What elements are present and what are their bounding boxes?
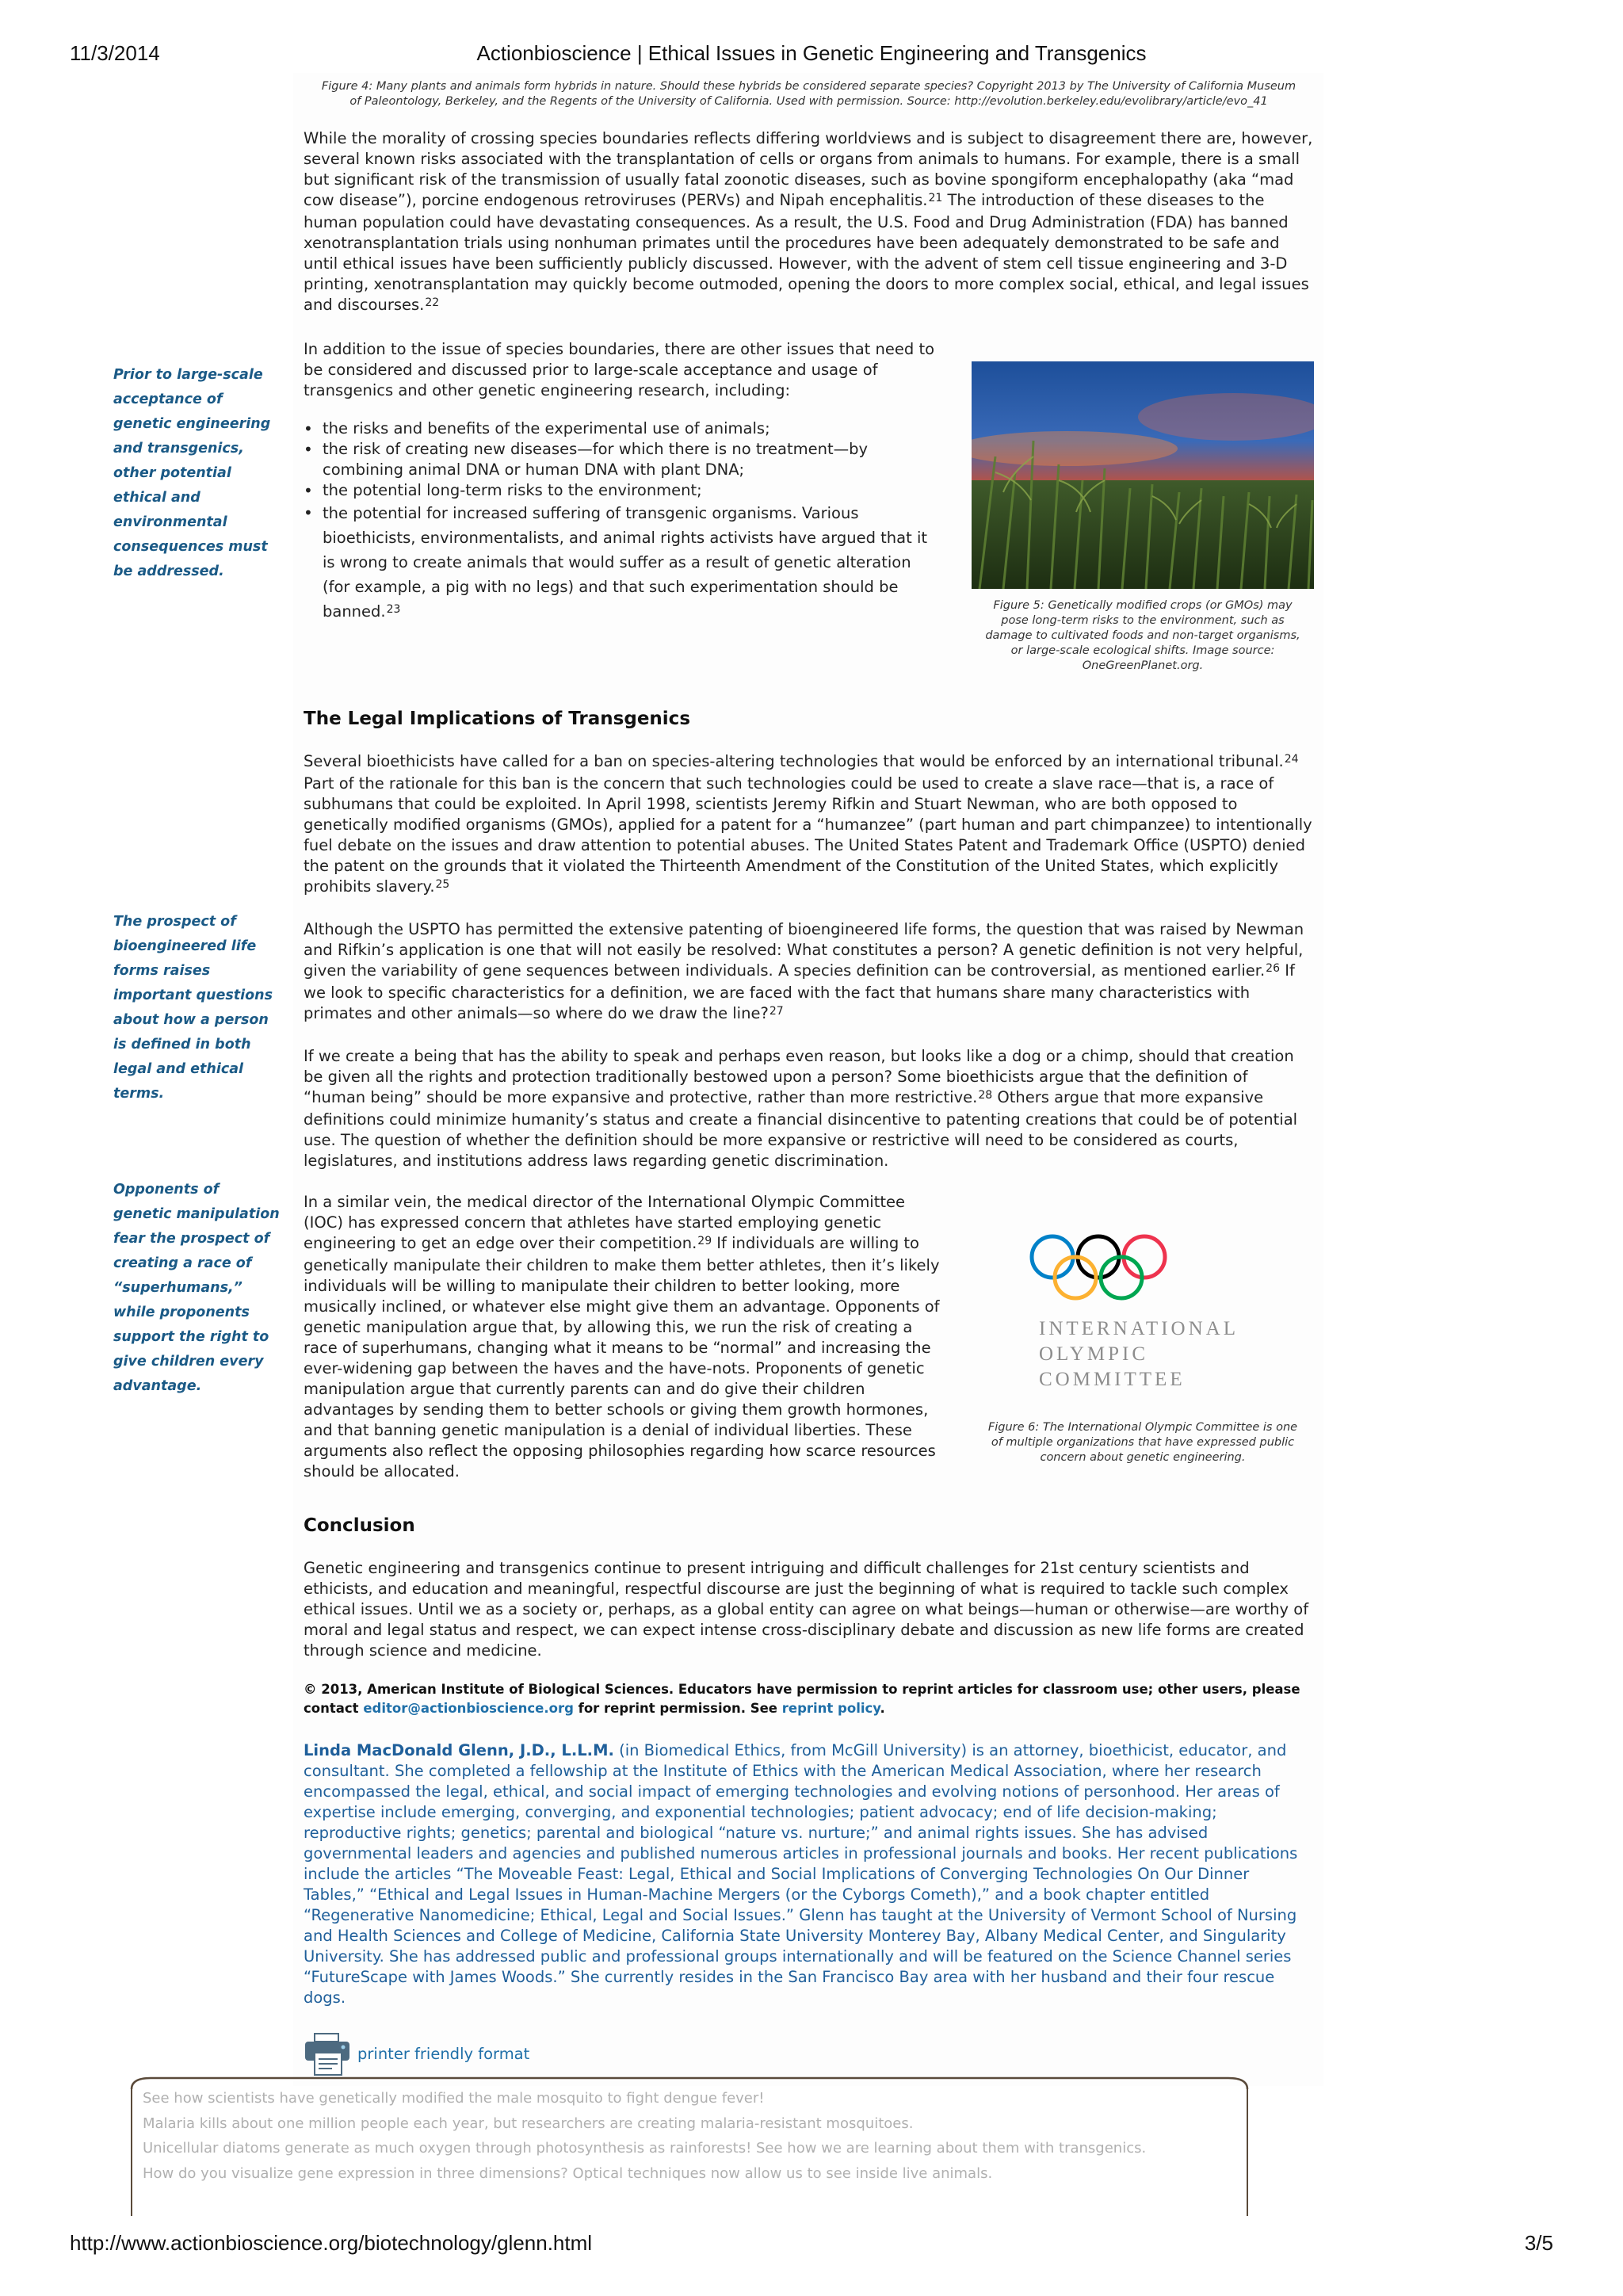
figure5-gmo-crops-image — [972, 361, 1314, 589]
ioc-logo-line1: INTERNATIONAL — [1039, 1318, 1239, 1339]
printer-icon — [304, 2032, 353, 2076]
editor-email-link[interactable]: editor@actionbioscience.org — [363, 1701, 574, 1716]
author-name: Linda MacDonald Glenn, J.D., L.L.M. — [304, 1741, 614, 1759]
related-links-list — [143, 2086, 1146, 2186]
footnote-ref[interactable]: 26 — [1266, 962, 1280, 975]
figure6-caption: Figure 6: The International Olympic Committee is one of multiple organizations that have expressed public concern about genetic engineering. — [987, 1421, 1298, 1464]
footnote-ref[interactable]: 25 — [435, 878, 450, 891]
print-footer — [70, 2231, 1553, 2263]
paragraph-conclusion: Genetic engineering and transgenics continue to present intriguing and difficult challenges for 21st century scientists and ethicists, and education and meaningful, respectful discourse are just the beginning of what is required to tackle such complex ethical issues. Until we as a society or, perhaps, as a global entity can agree on what beings—human or otherwise—are worthy of moral and legal status and respect, we can expect intense cross-disciplinary debate and discussion as new life forms are created through science and medicine. — [304, 1559, 1309, 1660]
list-item: • the potential for increased suffering of transgenic organisms. Various bioethicists, environmentalists, and animal rights activists have argued that it is wrong to create animals that would suffer as a result of genetic alteration (for example, a pig with no legs) and that such experimentation should be banned.$^{23}$ — [254, 501, 938, 626]
list-item: • the risks and benefits of the experimental use of animals; — [254, 418, 938, 439]
paragraph-legal-ban: Several bioethicists have called for a ban on species-altering technologies that would be enforced by an international tribunal.$^{24}$ Part of the rationale for this ban is the concern that such technologies could be used to create a slave race—that is, a race of subhumans that could be exploited. In April 1998, scientists Jeremy Rifkin and Stuart Newman, who are both opposed to genetically modified organisms (GMOs), applied for a patent for a “humanzee” (part human and part chimpanzee) to intentionally fuel debate on the issues and draw attention to potential abuses. The United States Patent and Trademark Office (USPTO) denied the patent on the grounds that it violated the Thirteenth Amendment of the Constitution of the United States, which explicitly prohibits slavery.$^{25}$ — [304, 752, 1312, 896]
paragraph-personhood: Although the USPTO has permitted the extensive patenting of bioengineered life forms, the question that was raised by Newman and Rifkin’s application is one that will not easily be resolved: What constitutes a person? A genetic definition is not very helpful, given the variability of gene sequences between individuals. A species definition can be controversial, as mentioned earlier.$^{26}$ If we look to specific characteristics for a definition, we are faced with the fact that humans share many characteristics with primates and other animals—so where do we draw the line?$^{27}$ — [304, 920, 1304, 1022]
related-link[interactable]: How do you visualize gene expression in three dimensions? Optical techniques now allow us to see inside live animals. — [143, 2164, 993, 2182]
reprint-policy-link[interactable]: reprint policy — [781, 1701, 880, 1716]
footnote-ref[interactable]: 29 — [697, 1235, 712, 1247]
copyright-notice: © 2013, American Institute of Biological Sciences. Educators have permission to reprint articles for classroom use; other users, please contact editor@actionbioscience.org for reprint permission. See reprint policy. — [304, 1682, 1300, 1716]
related-link[interactable]: See how scientists have genetically modified the male mosquito to fight dengue fever! — [143, 2090, 765, 2107]
sidenote-acceptance: Prior to large-scale acceptance of genetic engineering and transgenics, other potential ethical and environmental consequences must be addressed. — [113, 367, 271, 579]
print-header — [70, 41, 1553, 73]
page-title: Actionbioscience | Ethical Issues in Genetic Engineering and Transgenics — [476, 41, 1147, 65]
footnote-ref[interactable]: 23 — [386, 603, 401, 616]
footnote-ref[interactable]: 22 — [425, 296, 440, 309]
sidenote-personhood: The prospect of bioengineered life forms raises important questions about how a person is defined in both legal and ethical terms. — [113, 914, 273, 1102]
issues-section — [304, 339, 1314, 682]
printer-friendly-label[interactable]: printer friendly format — [357, 2045, 530, 2063]
print-date: 11/3/2014 — [70, 41, 160, 65]
figure5-caption: Figure 5: Genetically modified crops (or GMOs) may pose long-term risks to the environment, such as damage to cultivated foods and non-target organisms, or large-scale ecological shifts. Image source: OneGreenPlanet.org. — [985, 599, 1300, 672]
footnote-ref[interactable]: 21 — [928, 192, 943, 204]
related-link[interactable]: Unicellular diatoms generate as much oxygen through photosynthesis as rainforests! See how we are learning about them with transgenics. — [143, 2140, 1147, 2157]
paragraph-issues-intro: In addition to the issue of species boundaries, there are other issues that need to be considered and discussed prior to large-scale acceptance and usage of transgenics and other genetic engineering research, including: — [304, 340, 935, 399]
heading-legal-implications: The Legal Implications of Transgenics — [304, 709, 691, 729]
figure5 — [972, 361, 1314, 674]
footnote-ref[interactable]: 28 — [978, 1089, 993, 1102]
sidenote-superhumans: Opponents of genetic manipulation fear the prospect of creating a race of “superhumans,” while proponents support the right to give children every advantage. — [113, 1182, 280, 1394]
author-bio: Linda MacDonald Glenn, J.D., L.L.M. (in Biomedical Ethics, from McGill University) is an attorney, bioethicist, educator, and consultant. She completed a fellowship at the Institute of Ethics with the American Medical Association, where her research encompassed the legal, ethical, and social impact of emerging technologies and evolving notions of personhood. Her areas of expertise include emerging, converging, and exponential technologies; patient advocacy; end of life decision-making; reproductive rights; genetics; parental and biological “nature vs. nurture;” and animal rights issues. She has advised governmental leaders and agencies and published numerous articles in professional journals and books. Her recent publications include the articles “The Moveable Feast: Legal, Ethical and Social Implications of Converging Technologies On Our Dinner Tables,” “Ethical and Legal Issues in Human-Machine Mergers (or the Cyborgs Cometh),” and a book chapter entitled “Regenerative Nanomedicine; Ethical, Legal and Social Issues.” Glenn has taught at the University of Vermont School of Nursing and Health Sciences and College of Medicine, California State University Monterey Bay, Albany Medical Center, and Singularity University. She has addressed public and professional groups internationally and will be featured on the Science Channel series “FutureScape with James Woods.” She currently resides in the San Francisco Bay area with her husband and their four rescue dogs. — [304, 1741, 1298, 2007]
related-link[interactable]: Malaria kills about one million people each year, but researchers are creating malaria-resistant mosquitoes. — [143, 2115, 914, 2132]
paragraph-risks: While the morality of crossing species boundaries reflects differing worldviews and is subject to disagreement there are, however, several known risks associated with the transplantation of cells or organs from animals to humans. For example, there is a small but significant risk of the transmission of usually fatal zoonotic diseases, such as bovine spongiform encephalopathy (aka “mad cow disease”), porcine endogenous retroviruses (PERVs) and Nipah encephalitis.$^{21}$ The introduction of these diseases to the human population could have devastating consequences. As a result, the U.S. Food and Drug Administration (FDA) has banned xenotransplantation trials using nonhuman primates until the procedures have been adequately demonstrated to be safe and until ethical issues have been sufficiently publicly discussed. However, with the advent of stem cell tissue engineering and 3-D printing, xenotransplantation may quickly become outmoded, opening the doors to more complex social, ethical, and legal issues and discourses.$^{22}$ — [304, 129, 1313, 314]
figure4-caption: Figure 4: Many plants and animals form hybrids in nature. Should these hybrids be considered separate species? Copyright 2013 by The University of California Museum of Paleontology, Berkeley, and the Regents of the University of California. Used with permission. Source: http://evolution.berkeley.edu/evolibrary/article/evo_41 — [321, 80, 1296, 108]
ioc-logo-line3: COMMITTEE — [1039, 1369, 1186, 1390]
list-item: • the risk of creating new diseases—for which there is no treatment—by combining animal DNA or human DNA with plant DNA; — [254, 439, 938, 480]
page-url: http://www.actionbioscience.org/biotechnology/glenn.html — [70, 2231, 593, 2255]
list-item: • the potential long-term risks to the environment; — [254, 480, 938, 501]
ioc-logo-line2: OLYMPIC — [1039, 1343, 1149, 1365]
heading-conclusion: Conclusion — [304, 1515, 415, 1536]
ioc-section — [304, 1192, 1314, 1480]
page-number: 3/5 — [1524, 2231, 1553, 2255]
footnote-ref[interactable]: 27 — [769, 1005, 784, 1018]
article-body — [304, 79, 1314, 2076]
related-articles-box — [127, 2072, 1252, 2216]
footnote-ref[interactable]: 24 — [1284, 753, 1299, 766]
figure6 — [972, 1208, 1314, 1465]
paragraph-ioc: In a similar vein, the medical director of the International Olympic Committee (IOC) has expressed concern that athletes have started employing genetic engineering to get an edge over their competition.$^{29}$ If individuals are willing to genetically manipulate their children to make them better athletes, then it’s likely individuals will be willing to manipulate their children to better looking, more musically inclined, or whatever else might give them an advantage. Opponents of genetic manipulation argue that, by allowing this, we run the risk of creating a race of superhumans, changing what it means to be “normal” and increasing the ever-widening gap between the haves and the have-nots. Proponents of genetic manipulation argue that currently parents can and do give their children advantages by sending them to better schools or giving them growth hormones, and that banning genetic manipulation is a denial of individual liberties. These arguments also reflect the opposing philosophies regarding how scarce resources should be allocated. — [304, 1193, 940, 1480]
printer-friendly-link[interactable] — [304, 2032, 1314, 2076]
issues-list — [254, 418, 938, 626]
ioc-logo — [972, 1208, 1314, 1414]
paragraph-human-being: If we create a being that has the ability to speak and perhaps even reason, but looks like a dog or a chimp, should that creation be given all the rights and protection traditionally bestowed upon a person? Some bioethicists argue that the definition of “human being” should be more expansive and protective, rather than more restrictive.$^{28}$ Others argue that more expansive definitions could minimize humanity’s status and create a financial disincentive to patenting creations that could be of potential use. The question of whether the definition should be more expansive or restrictive will need to be considered as courts, legislatures, and institutions address laws regarding genetic discrimination. — [304, 1047, 1298, 1170]
